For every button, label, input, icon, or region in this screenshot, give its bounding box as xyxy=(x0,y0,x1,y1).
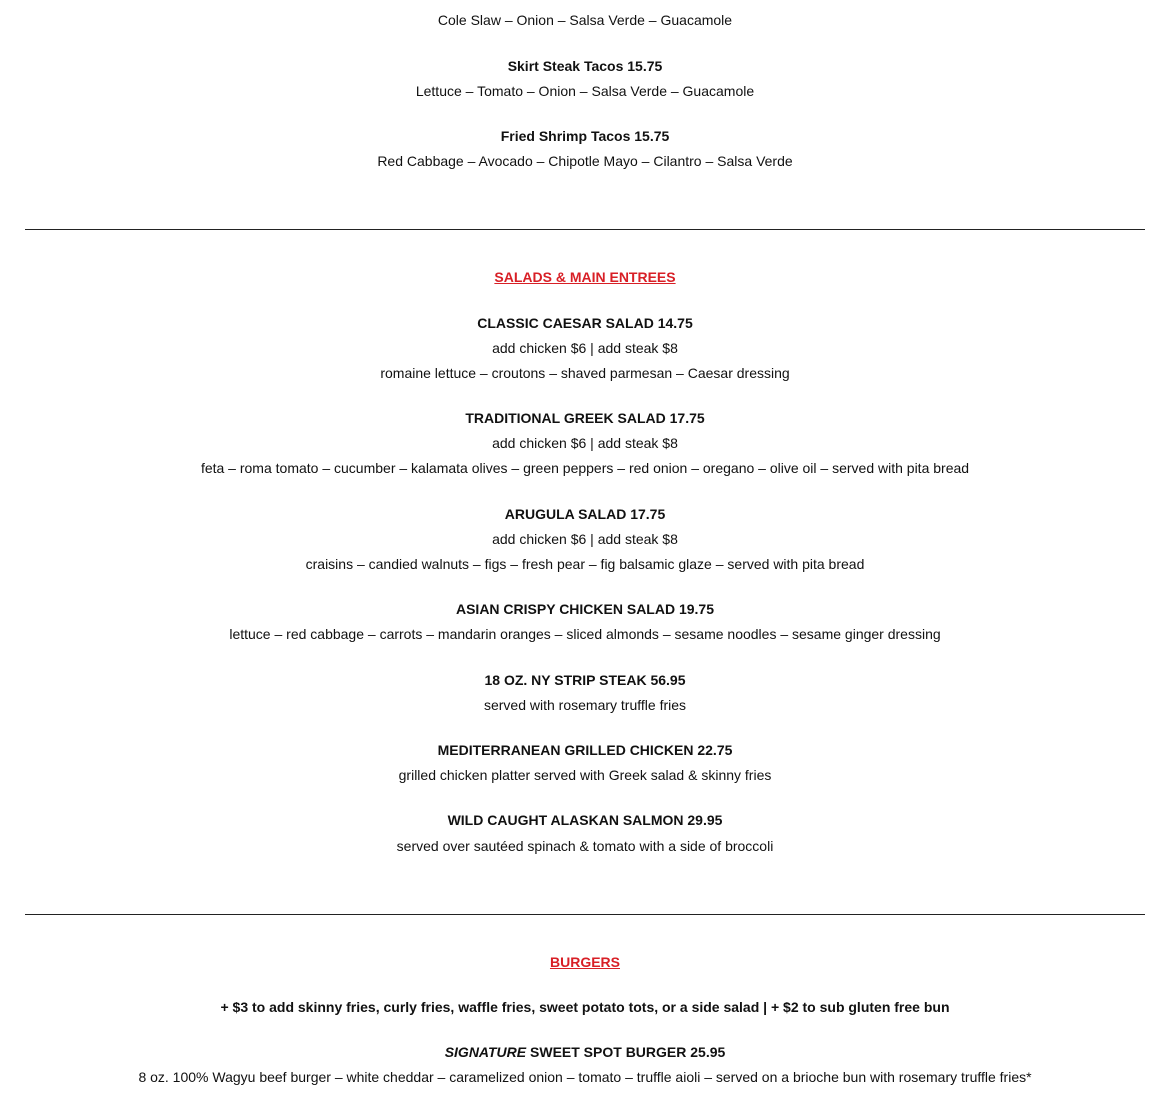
menu-item-name: ASIAN CRISPY CHICKEN SALAD 19.75 xyxy=(455,601,715,617)
menu-item-description: feta – roma tomato – cucumber – kalamata olives – green peppers – red onion – oregano – olive oil – served with pita bread xyxy=(200,460,970,476)
burger-name: SWEET SPOT BURGER 25.95 xyxy=(530,1044,726,1060)
menu-item-name: ARUGULA SALAD 17.75 xyxy=(504,506,666,522)
menu-item-description: romaine lettuce – croutons – shaved parmesan – Caesar dressing xyxy=(380,365,790,381)
menu-item-name: 18 OZ. NY STRIP STEAK 56.95 xyxy=(484,672,686,688)
section-heading-salads[interactable]: SALADS & MAIN ENTREES xyxy=(494,269,676,285)
taco-partial-description: Cole Slaw – Onion – Salsa Verde – Guacamole xyxy=(437,12,733,28)
menu-item-name: WILD CAUGHT ALASKAN SALMON 29.95 xyxy=(447,812,723,828)
menu-item-addon: add chicken $6 | add steak $8 xyxy=(492,435,678,451)
menu-item-description: lettuce – red cabbage – carrots – mandarin oranges – sliced almonds – sesame noodles – sesame ginger dressing xyxy=(229,626,941,642)
menu-item-addon: add chicken $6 | add steak $8 xyxy=(492,340,678,356)
menu-item-description: Lettuce – Tomato – Onion – Salsa Verde – Guacamole xyxy=(415,83,755,99)
burger-addon-note: + $3 to add skinny fries, curly fries, waffle fries, sweet potato tots, or a side salad | + $2 to sub gluten free bun xyxy=(220,999,950,1015)
menu-item-name xyxy=(0,1043,1170,1061)
menu-item-description: 8 oz. 100% Wagyu beef burger – white cheddar – caramelized onion – tomato – truffle aioli – served on a brioche bun with rosemary truffle fries* xyxy=(138,1069,1032,1085)
menu-item-name: Fried Shrimp Tacos 15.75 xyxy=(500,128,670,144)
menu-item-description: served with rosemary truffle fries xyxy=(483,697,687,713)
section-heading-burgers[interactable]: BURGERS xyxy=(549,954,620,970)
menu-item-name: Skirt Steak Tacos 15.75 xyxy=(507,58,663,74)
menu-item-name: MEDITERRANEAN GRILLED CHICKEN 22.75 xyxy=(437,742,733,758)
section-divider xyxy=(25,229,1145,230)
menu-item-addon: add chicken $6 | add steak $8 xyxy=(492,531,678,547)
menu-item-description: grilled chicken platter served with Greek salad & skinny fries xyxy=(398,767,772,783)
section-divider xyxy=(25,914,1145,915)
menu-item-description: craisins – candied walnuts – figs – fresh pear – fig balsamic glaze – served with pita bread xyxy=(305,556,865,572)
menu-item-name: TRADITIONAL GREEK SALAD 17.75 xyxy=(465,410,705,426)
menu-item-description: served over sautéed spinach & tomato with a side of broccoli xyxy=(396,838,774,854)
menu-item-description: Red Cabbage – Avocado – Chipotle Mayo – Cilantro – Salsa Verde xyxy=(377,153,793,169)
menu-item-name: CLASSIC CAESAR SALAD 14.75 xyxy=(477,315,693,331)
signature-label: SIGNATURE xyxy=(444,1044,527,1060)
